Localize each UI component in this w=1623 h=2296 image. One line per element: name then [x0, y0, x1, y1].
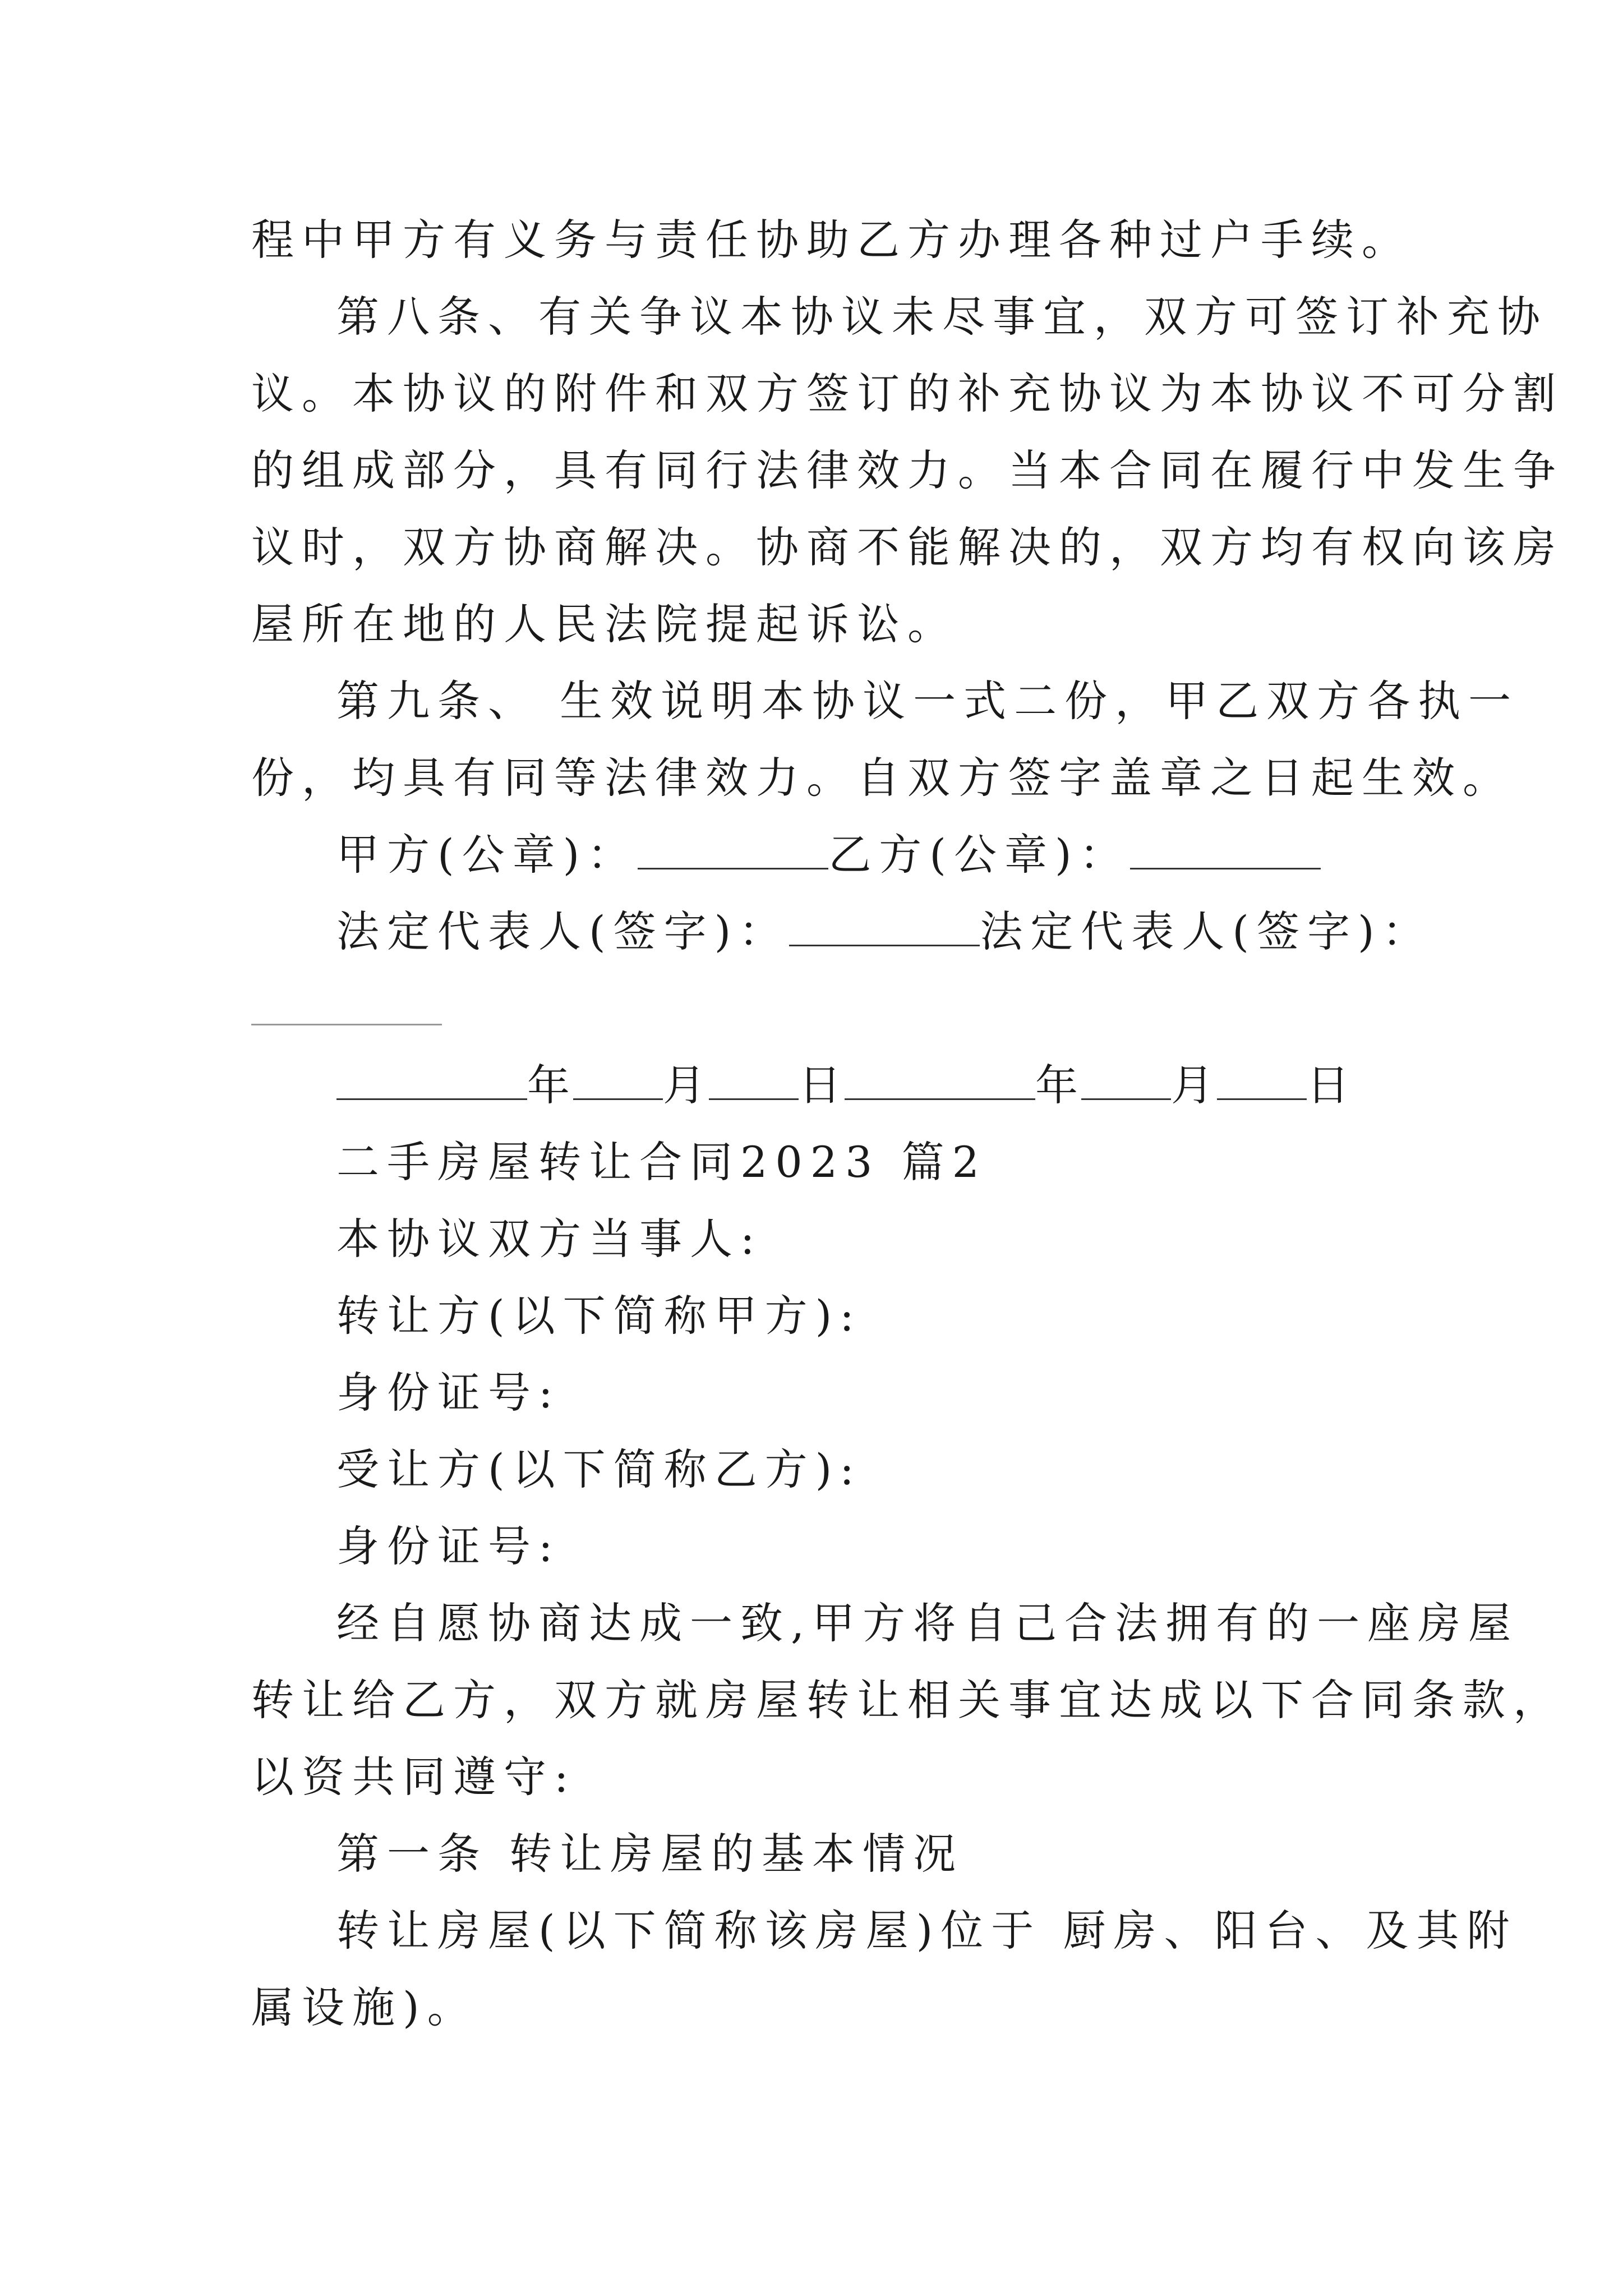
- text-line: 程中甲方有义务与责任协助乙方办理各种过户手续。: [251, 215, 1412, 265]
- text-line: 第九条、 生效说明本协议一式二份，甲乙双方各执一: [336, 676, 1519, 726]
- rep-a-blank: [789, 905, 980, 946]
- month-label: 月: [1171, 1060, 1217, 1110]
- rep-b-blank: [251, 1024, 442, 1025]
- rep-b-label: 法定代表人(签字)：: [980, 907, 1433, 956]
- text-line: 属设施)。: [251, 1982, 478, 2032]
- party-b-seal-label: 乙方(公章)：: [828, 830, 1130, 880]
- text-line: 身份证号:: [336, 1368, 561, 1418]
- text-line: 转让给乙方，双方就房屋转让相关事宜达成以下合同条款，: [251, 1675, 1564, 1725]
- day-blank-a: [709, 1059, 799, 1100]
- text-line: 经自愿协商达成一致,甲方将自己合法拥有的一座房屋: [336, 1598, 1519, 1648]
- month-blank-a: [573, 1059, 663, 1100]
- day-blank-b: [1217, 1059, 1307, 1100]
- day-label: 日: [1307, 1060, 1353, 1110]
- text-line: 第八条、有关争议本协议未尽事宜，双方可签订补充协: [336, 292, 1548, 342]
- representative-line: [336, 904, 1433, 960]
- party-b-seal-blank: [1130, 829, 1321, 869]
- text-line: 受让方(以下简称乙方):: [336, 1444, 862, 1494]
- text-line: 转让房屋(以下简称该房屋)位于 厨房、阳台、及其附: [336, 1906, 1518, 1955]
- article-heading: 第一条 转让房屋的基本情况: [336, 1829, 964, 1879]
- section-title: 二手房屋转让合同2023 篇2: [336, 1137, 987, 1187]
- year-label: 年: [527, 1060, 573, 1110]
- text-line: 以资共同遵守:: [251, 1752, 577, 1802]
- party-a-seal-label: 甲方(公章)：: [336, 830, 638, 880]
- month-label: 月: [663, 1060, 709, 1110]
- text-line: 议。本协议的附件和双方签订的补充协议为本协议不可分割: [251, 369, 1564, 418]
- text-line: 的组成部分，具有同行法律效力。当本合同在履行中发生争: [251, 445, 1564, 495]
- year-blank-b: [845, 1059, 1035, 1100]
- text-line: 份，均具有同等法律效力。自双方签字盖章之日起生效。: [251, 753, 1513, 803]
- date-line: [336, 1057, 1353, 1114]
- year-blank-a: [336, 1059, 527, 1100]
- rep-a-label: 法定代表人(签字)：: [336, 907, 790, 956]
- seal-line: [336, 827, 1321, 883]
- year-label: 年: [1035, 1060, 1081, 1110]
- text-line: 议时，双方协商解决。协商不能解决的，双方均有权向该房: [251, 522, 1564, 572]
- text-line: 本协议双方当事人:: [336, 1214, 763, 1264]
- text-line: 身份证号:: [336, 1521, 561, 1571]
- day-label: 日: [799, 1060, 845, 1110]
- month-blank-b: [1081, 1059, 1171, 1100]
- party-a-seal-blank: [638, 829, 828, 869]
- text-line: 转让方(以下简称甲方):: [336, 1291, 862, 1341]
- text-line: 屋所在地的人民法院提起诉讼。: [251, 599, 958, 649]
